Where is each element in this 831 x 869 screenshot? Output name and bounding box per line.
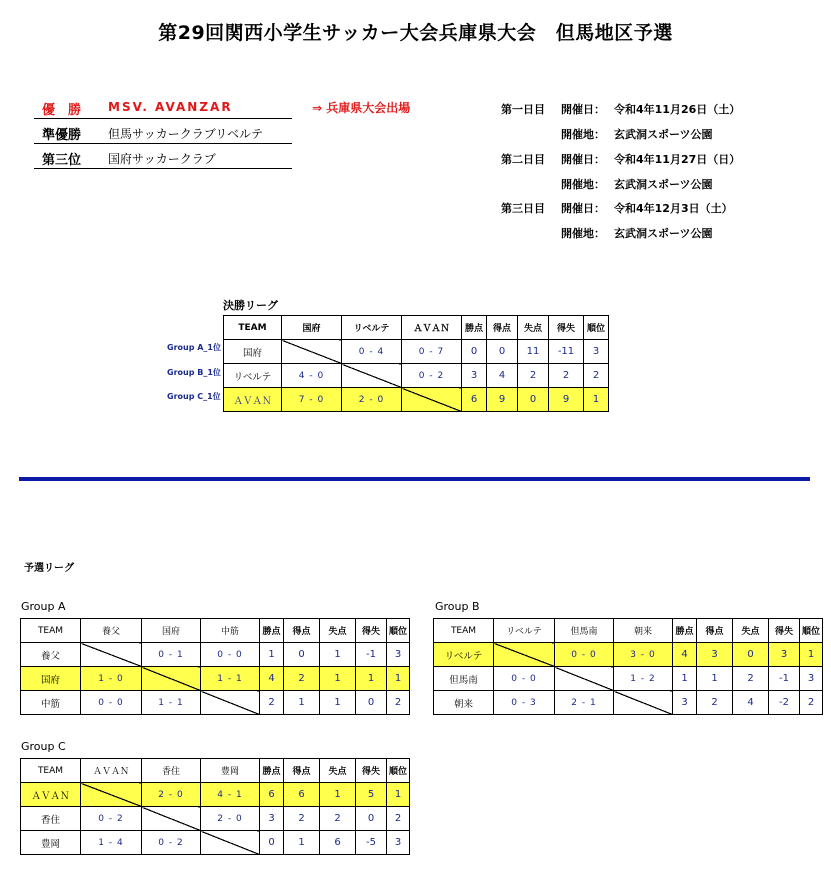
section-divider <box>19 477 810 481</box>
schedule-venue: 玄武洞スポーツ公園 <box>614 227 713 240</box>
header-team: TEAM <box>21 759 81 783</box>
table-header-row <box>224 316 609 340</box>
schedule-venue-label: 開催地： <box>561 128 605 141</box>
goals-against-cell: 0 <box>733 643 769 667</box>
header-opponent: 国府 <box>142 619 201 643</box>
points-cell: 4 <box>673 643 697 667</box>
schedule-day: 第三日目 <box>501 202 545 215</box>
goal-diff-cell: 0 <box>356 691 387 715</box>
table-row-highlighted <box>21 667 410 691</box>
diagonal-cell <box>81 783 142 807</box>
score-cell: 3 - 0 <box>614 643 673 667</box>
diagonal-cell <box>201 831 260 855</box>
team-name: リベルテ <box>434 643 494 667</box>
goal-diff-cell: 2 <box>549 364 584 388</box>
score-cell: 0 - 2 <box>142 831 201 855</box>
rank-cell: 1 <box>800 643 823 667</box>
diagonal-cell <box>142 807 201 831</box>
header-opponent: 朝来 <box>614 619 673 643</box>
group-c-caption: Group C <box>21 740 66 753</box>
score-cell: 1 - 4 <box>81 831 142 855</box>
score-cell: 0 - 0 <box>555 643 614 667</box>
points-cell: 4 <box>260 667 284 691</box>
goals-against-cell: 4 <box>733 691 769 715</box>
score-cell: 0 - 0 <box>201 643 260 667</box>
team-name: 養父 <box>21 643 81 667</box>
result-team: 但馬サッカークラブリベルテ <box>108 127 264 141</box>
goals-for-cell: 6 <box>284 783 320 807</box>
result-rank: 準優勝 <box>42 128 82 143</box>
score-cell: 7 - 0 <box>282 388 342 412</box>
score-cell: 1 - 1 <box>142 691 201 715</box>
table-row <box>21 691 410 715</box>
score-cell: 0 - 2 <box>402 364 462 388</box>
group-a-caption: Group A <box>21 600 66 613</box>
header-opponent: 豊岡 <box>201 759 260 783</box>
header-goal-diff: 得失 <box>356 619 387 643</box>
goal-diff-cell: -11 <box>549 340 584 364</box>
team-name: リベルテ <box>224 364 282 388</box>
schedule-day: 第二日目 <box>501 153 545 166</box>
team-name: 国府 <box>224 340 282 364</box>
schedule-day: 第一日目 <box>501 103 545 116</box>
group-tag: Group A_1位 <box>167 343 221 352</box>
goals-for-cell: 2 <box>697 691 733 715</box>
table-row-highlighted <box>21 783 410 807</box>
diagonal-cell <box>555 667 614 691</box>
goals-against-cell: 1 <box>320 691 356 715</box>
table-row <box>21 643 410 667</box>
table-row <box>434 691 823 715</box>
rank-cell: 1 <box>584 388 609 412</box>
header-team: TEAM <box>21 619 81 643</box>
rank-cell: 1 <box>387 783 410 807</box>
team-name: ＡＶＡＮ <box>224 388 282 412</box>
goal-diff-cell: 0 <box>356 807 387 831</box>
group-tag: Group B_1位 <box>167 368 221 377</box>
diagonal-cell <box>614 691 673 715</box>
header-points: 勝点 <box>260 619 284 643</box>
team-name: 香住 <box>21 807 81 831</box>
header-rank: 順位 <box>800 619 823 643</box>
rank-cell: 3 <box>584 340 609 364</box>
score-cell: 0 - 4 <box>342 340 402 364</box>
diagonal-cell <box>142 667 201 691</box>
qualify-note: ⇒ 兵庫県大会出場 <box>312 101 411 115</box>
table-header-row <box>21 619 410 643</box>
result-runner-up <box>34 119 292 144</box>
score-cell: 2 - 0 <box>201 807 260 831</box>
header-points: 勝点 <box>260 759 284 783</box>
team-name: 豊岡 <box>21 831 81 855</box>
points-cell: 6 <box>260 783 284 807</box>
score-cell: 1 - 0 <box>81 667 142 691</box>
goals-against-cell: 1 <box>320 643 356 667</box>
header-goals-against: 失点 <box>518 316 549 340</box>
table-row <box>224 340 609 364</box>
result-rank: 第三位 <box>42 153 82 168</box>
score-cell: 0 - 0 <box>81 691 142 715</box>
table-row <box>434 667 823 691</box>
team-name: ＡＶＡＮ <box>21 783 81 807</box>
points-cell: 6 <box>462 388 487 412</box>
header-rank: 順位 <box>584 316 609 340</box>
diagonal-cell <box>81 643 142 667</box>
rank-cell: 3 <box>387 831 410 855</box>
header-goal-diff: 得失 <box>769 619 800 643</box>
score-cell: 4 - 0 <box>282 364 342 388</box>
group-tag: Group C_1位 <box>167 392 221 401</box>
schedule-date-label: 開催日： <box>561 103 605 116</box>
goal-diff-cell: -1 <box>769 667 800 691</box>
header-opponent: 中筋 <box>201 619 260 643</box>
page-title: 第29回関西小学生サッカー大会兵庫県大会 但馬地区予選 <box>158 22 673 44</box>
schedule-date: 令和4年11月26日（土） <box>614 103 741 116</box>
header-goals-for: 得点 <box>284 619 320 643</box>
rank-cell: 1 <box>387 667 410 691</box>
score-cell: 0 - 7 <box>402 340 462 364</box>
rank-cell: 3 <box>387 643 410 667</box>
header-rank: 順位 <box>387 619 410 643</box>
header-opponent: ＡＶＡＮ <box>81 759 142 783</box>
result-rank: 優 勝 <box>42 103 82 118</box>
header-opponent: 但馬南 <box>555 619 614 643</box>
group-b-caption: Group B <box>435 600 480 613</box>
diagonal-cell <box>201 691 260 715</box>
schedule-venue-label: 開催地： <box>561 227 605 240</box>
rank-cell: 3 <box>800 667 823 691</box>
schedule-venue: 玄武洞スポーツ公園 <box>614 178 713 191</box>
header-goals-against: 失点 <box>733 619 769 643</box>
goals-against-cell: 0 <box>518 388 549 412</box>
goal-diff-cell: 9 <box>549 388 584 412</box>
goals-for-cell: 0 <box>284 643 320 667</box>
goals-for-cell: 3 <box>697 643 733 667</box>
final-league-table <box>223 315 609 412</box>
score-cell: 0 - 2 <box>81 807 142 831</box>
group-c-table <box>20 758 410 855</box>
table-row-highlighted <box>224 388 609 412</box>
header-rank: 順位 <box>387 759 410 783</box>
header-opponent: 香住 <box>142 759 201 783</box>
score-cell: 2 - 0 <box>342 388 402 412</box>
header-goals-for: 得点 <box>697 619 733 643</box>
score-cell: 2 - 0 <box>142 783 201 807</box>
score-cell: 4 - 1 <box>201 783 260 807</box>
diagonal-cell <box>342 364 402 388</box>
goals-for-cell: 0 <box>487 340 518 364</box>
goal-diff-cell: -5 <box>356 831 387 855</box>
header-opponent: ＡＶＡＮ <box>402 316 462 340</box>
goals-against-cell: 6 <box>320 831 356 855</box>
score-cell: 0 - 3 <box>494 691 555 715</box>
goals-against-cell: 11 <box>518 340 549 364</box>
header-team: TEAM <box>224 316 282 340</box>
rank-cell: 2 <box>387 691 410 715</box>
group-a-table <box>20 618 410 715</box>
table-header-row <box>21 759 410 783</box>
points-cell: 1 <box>260 643 284 667</box>
table-row <box>21 807 410 831</box>
goal-diff-cell: -2 <box>769 691 800 715</box>
points-cell: 3 <box>260 807 284 831</box>
group-b-table <box>433 618 823 715</box>
schedule-date-label: 開催日： <box>561 153 605 166</box>
header-points: 勝点 <box>462 316 487 340</box>
rank-cell: 2 <box>387 807 410 831</box>
header-goals-for: 得点 <box>487 316 518 340</box>
team-name: 国府 <box>21 667 81 691</box>
table-header-row <box>434 619 823 643</box>
goals-for-cell: 9 <box>487 388 518 412</box>
team-name: 朝来 <box>434 691 494 715</box>
result-champion <box>34 94 292 119</box>
goal-diff-cell: -1 <box>356 643 387 667</box>
goals-for-cell: 4 <box>487 364 518 388</box>
header-goals-for: 得点 <box>284 759 320 783</box>
goals-against-cell: 2 <box>320 807 356 831</box>
result-team: 国府サッカークラブ <box>108 152 216 166</box>
diagonal-cell <box>282 340 342 364</box>
diagonal-cell <box>494 643 555 667</box>
rank-cell: 2 <box>800 691 823 715</box>
diagonal-cell <box>402 388 462 412</box>
header-team: TEAM <box>434 619 494 643</box>
rank-cell: 2 <box>584 364 609 388</box>
points-cell: 3 <box>673 691 697 715</box>
goals-for-cell: 2 <box>284 807 320 831</box>
schedule-date: 令和4年11月27日（日） <box>614 153 741 166</box>
schedule-venue: 玄武洞スポーツ公園 <box>614 128 713 141</box>
header-opponent: 国府 <box>282 316 342 340</box>
goals-against-cell: 2 <box>733 667 769 691</box>
result-third <box>34 144 292 169</box>
goals-for-cell: 1 <box>284 691 320 715</box>
header-goals-against: 失点 <box>320 759 356 783</box>
team-name: 但馬南 <box>434 667 494 691</box>
goals-against-cell: 2 <box>518 364 549 388</box>
header-goals-against: 失点 <box>320 619 356 643</box>
goals-against-cell: 1 <box>320 667 356 691</box>
goals-for-cell: 2 <box>284 667 320 691</box>
prelim-league-caption: 予選リーグ <box>24 563 74 574</box>
goal-diff-cell: 1 <box>356 667 387 691</box>
header-opponent: リベルテ <box>494 619 555 643</box>
score-cell: 0 - 0 <box>494 667 555 691</box>
result-team: MSV. AVANZAR <box>108 100 233 114</box>
goal-diff-cell: 3 <box>769 643 800 667</box>
schedule-date-label: 開催日： <box>561 202 605 215</box>
points-cell: 2 <box>260 691 284 715</box>
schedule-venue-label: 開催地： <box>561 178 605 191</box>
team-name: 中筋 <box>21 691 81 715</box>
table-row <box>224 364 609 388</box>
header-goal-diff: 得失 <box>356 759 387 783</box>
goals-for-cell: 1 <box>284 831 320 855</box>
table-row-highlighted <box>434 643 823 667</box>
header-goal-diff: 得失 <box>549 316 584 340</box>
score-cell: 1 - 1 <box>201 667 260 691</box>
points-cell: 0 <box>462 340 487 364</box>
goals-against-cell: 1 <box>320 783 356 807</box>
score-cell: 1 - 2 <box>614 667 673 691</box>
header-opponent: リベルテ <box>342 316 402 340</box>
score-cell: 0 - 1 <box>142 643 201 667</box>
points-cell: 3 <box>462 364 487 388</box>
header-opponent: 養父 <box>81 619 142 643</box>
points-cell: 0 <box>260 831 284 855</box>
final-league-caption: 決勝リーグ <box>223 299 278 312</box>
table-row <box>21 831 410 855</box>
goal-diff-cell: 5 <box>356 783 387 807</box>
schedule-date: 令和4年12月3日（土） <box>614 202 733 215</box>
goals-for-cell: 1 <box>697 667 733 691</box>
header-points: 勝点 <box>673 619 697 643</box>
score-cell: 2 - 1 <box>555 691 614 715</box>
points-cell: 1 <box>673 667 697 691</box>
